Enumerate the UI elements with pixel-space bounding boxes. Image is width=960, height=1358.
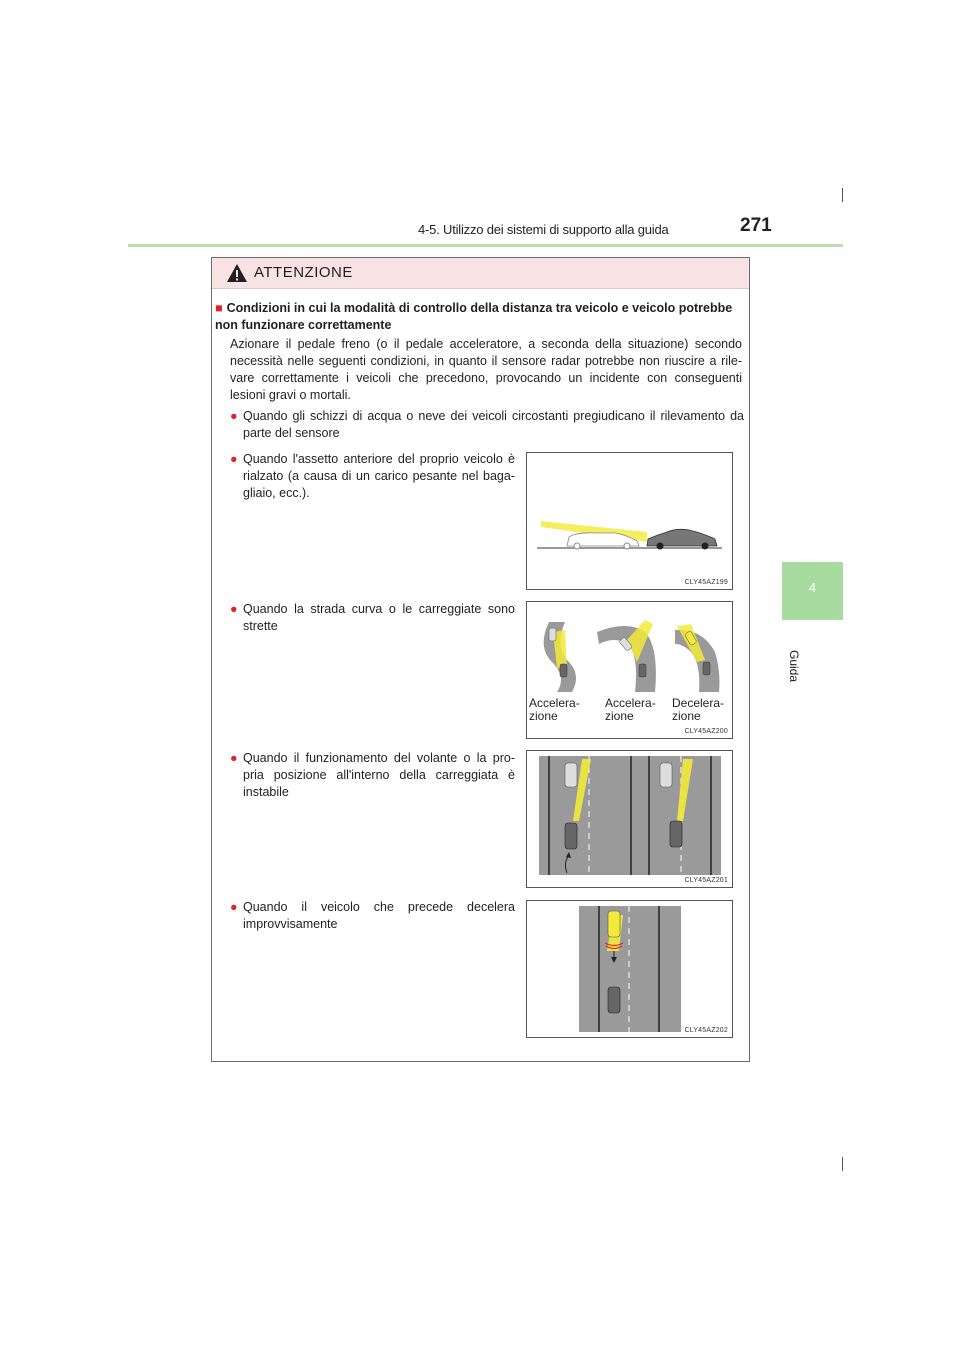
section-title: 4-5. Utilizzo dei sistemi di supporto alla guida bbox=[418, 222, 669, 237]
bullet-dot: ● bbox=[230, 452, 238, 466]
illustration-unstable-steering bbox=[527, 751, 732, 887]
crop-mark bbox=[842, 188, 843, 202]
warning-paragraph: Azionare il pedale freno (o il pedale acceleratore, a seconda della situazione) secondo necessità nelle seguenti condizioni, in quanto il sensore radar potrebbe non riuscire a rile-vare correttamente i veicoli che precedono, provocando un incidente con conseguenti lesioni gravi o mortali. bbox=[230, 337, 742, 402]
crop-mark bbox=[842, 1157, 843, 1171]
header-rule bbox=[128, 244, 843, 247]
figure-caption-1: Accelera- zione bbox=[529, 696, 580, 723]
heading-marker: ■ bbox=[215, 301, 223, 315]
chapter-number: 4 bbox=[808, 580, 817, 595]
bullet-dot: ● bbox=[230, 409, 238, 423]
bullet-dot: ● bbox=[230, 602, 238, 616]
bullet-text: Quando il funzionamento del volante o la pro-pria posizione all'interno della carreggiata è instabile bbox=[243, 751, 515, 799]
figure-code: CLY45AZ199 bbox=[684, 579, 728, 586]
bullet-text: Quando l'assetto anteriore del proprio veicolo è rialzato (a causa di un carico pesante nel baga-gliaio, ecc.). bbox=[243, 452, 515, 500]
chapter-label-wrap bbox=[787, 650, 807, 710]
figure-unstable-steering bbox=[526, 750, 733, 888]
figure-code: CLY45AZ201 bbox=[684, 877, 728, 884]
figure-code: CLY45AZ202 bbox=[684, 1027, 728, 1034]
figure-code: CLY45AZ200 bbox=[684, 728, 728, 735]
illustration-raised-front bbox=[527, 453, 732, 589]
bullet-text: Quando il veicolo che precede decelera improvvisamente bbox=[243, 900, 515, 931]
warning-title: ATTENZIONE bbox=[254, 264, 353, 281]
illustration-sudden-deceleration bbox=[527, 901, 732, 1037]
warning-heading bbox=[215, 300, 745, 334]
bullet-dot: ● bbox=[230, 751, 238, 765]
warning-triangle-icon bbox=[226, 263, 248, 283]
warning-heading-text: Condizioni in cui la modalità di controllo della distanza tra veicolo e veicolo potrebbe non funzionare correttamente bbox=[215, 301, 733, 332]
figure-sudden-deceleration bbox=[526, 900, 733, 1038]
illustration-curved-road bbox=[527, 602, 732, 702]
page-number: 271 bbox=[740, 215, 772, 236]
figure-curved-road bbox=[526, 601, 733, 739]
chapter-label: Guida bbox=[787, 650, 801, 683]
bullet-dot: ● bbox=[230, 900, 238, 914]
figure-caption-2: Accelera- zione bbox=[605, 696, 656, 723]
bullet-text: Quando la strada curva o le carreggiate sono strette bbox=[243, 602, 515, 633]
figure-raised-front bbox=[526, 452, 733, 590]
figure-caption-3: Decelera- zione bbox=[672, 696, 725, 723]
bullet-text: Quando gli schizzi di acqua o neve dei veicoli circostanti pregiudicano il rilevamento da parte del sensore bbox=[243, 409, 744, 440]
